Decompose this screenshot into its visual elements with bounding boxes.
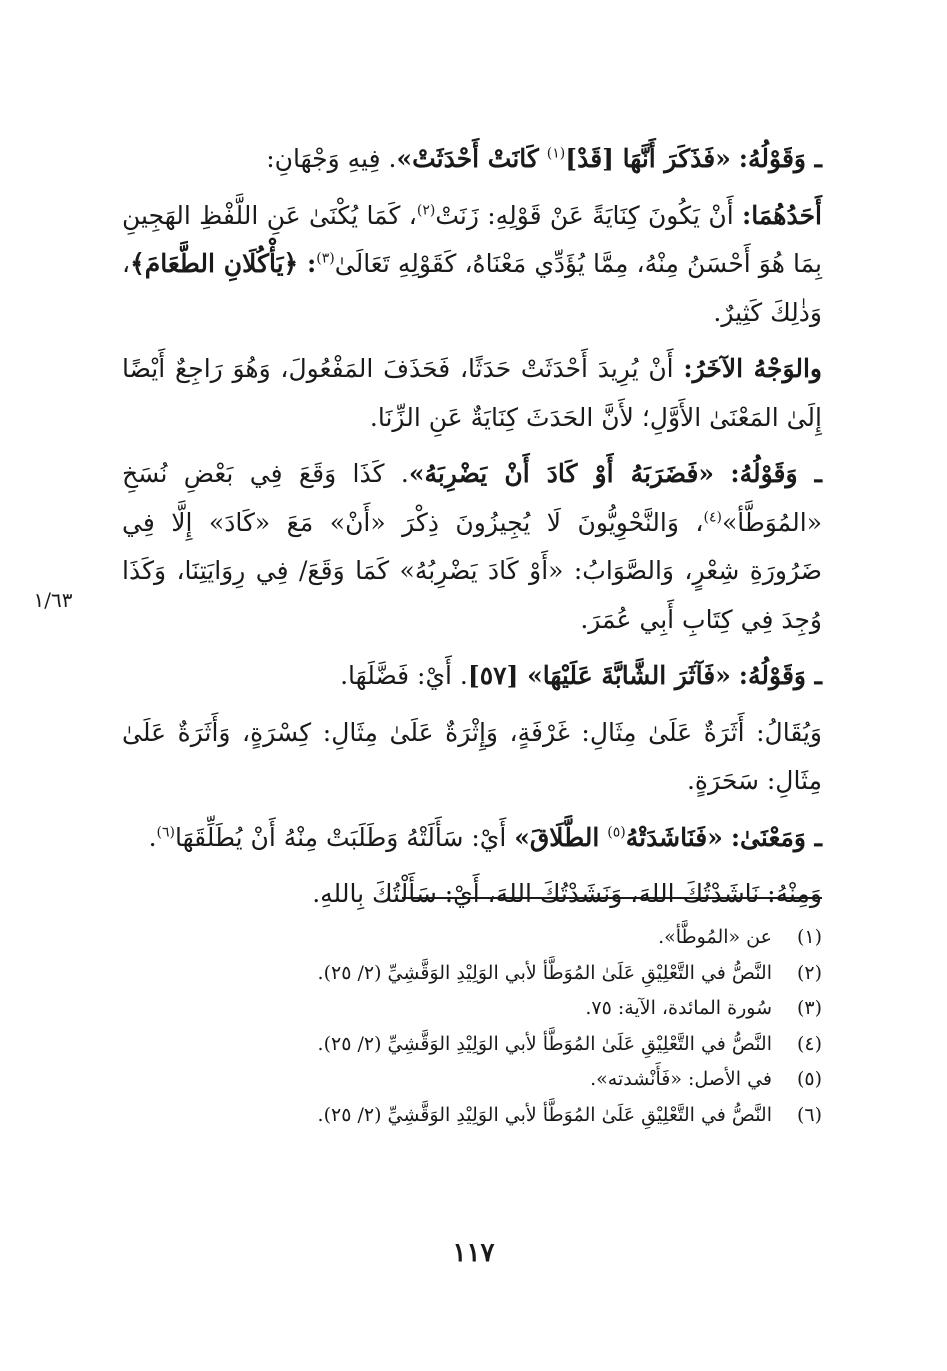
footnote-number: (٤)	[796, 1032, 822, 1055]
paragraph-8	[122, 870, 822, 919]
paragraph-lead: ـ وَقَوْلُهُ:	[738, 661, 822, 690]
main-text	[122, 135, 822, 919]
footnote-number: (١)	[796, 926, 822, 948]
paragraph-text: أَنْ يُرِيدَ أَحْدَثَتْ حَدَثًا، فَحَذَفَ المَفْعُولَ، وَهُوَ رَاجِعٌ أَيْضًا إِلَىٰ المَعْنَىٰ الأَوَّلِ؛ لأَنَّ الحَدَثَ كِنَايَةٌ عَنِ الزِّنَا.	[122, 354, 822, 432]
paragraph-7	[122, 814, 822, 863]
footnote-marker: (٤)	[703, 509, 722, 526]
quoted-hadith-continued: كَانَتْ أَحْدَثَتْ»	[396, 144, 539, 173]
quoted-hadith: «فَنَاشَدَتْهُ	[625, 822, 723, 852]
footnotes	[122, 920, 822, 1133]
footnote-number: (٣)	[796, 997, 822, 1019]
paragraph-4	[122, 450, 822, 644]
footnote-text: النَّصُّ في التَّعْلِيْقِ عَلَىٰ المُوَطَّأ لأبي الوَلِيْدِ الوَقَّشِيِّ (٢/ ٢٥).	[317, 1032, 772, 1055]
footnote-item	[122, 1027, 822, 1063]
footnote-item	[122, 1098, 822, 1134]
footnote-item	[122, 991, 822, 1027]
footnote-item	[122, 1062, 822, 1098]
quoted-hadith: «فَضَرَبَهُ أَوْ كَادَ أَنْ يَضْرِبَهُ»	[408, 459, 715, 488]
paragraph-text-continued: ، كَمَا يُكْنَىٰ عَنِ اللَّفْظِ الهَجِينِ بِمَا هُوَ أَحْسَنُ مِنْهُ، مِمَّا يُؤَدِّي مَعْنَاهُ، كَقَوْلِهِ تَعَالَىٰ	[122, 200, 823, 278]
quoted-hadith: «فَذَكَرَ أَنَّهَا [قَدْ]	[565, 144, 731, 173]
footnote-marker: (٦)	[156, 824, 175, 841]
footnote-text: النَّصُّ في التَّعْلِيْقِ عَلَىٰ المُوَطَّأ لأبي الوَلِيْدِ الوَقَّشِيِّ (٢/ ٢٥).	[317, 961, 772, 984]
footnote-number: (٢)	[796, 961, 822, 984]
paragraph-text-end: .	[148, 822, 157, 852]
paragraph-3	[122, 345, 822, 442]
footnote-marker: (٥)	[607, 824, 626, 841]
paragraph-6	[122, 709, 822, 806]
footnote-number: (٥)	[796, 1068, 822, 1090]
footnote-marker: (٣)	[316, 250, 335, 267]
paragraph-text: . أَيْ: فَضَّلَهَا.	[340, 661, 468, 690]
paragraph-2	[122, 192, 822, 338]
paragraph-5	[122, 652, 822, 701]
paragraph-text: . كَذَا وَقَعَ فِي بَعْضِ نُسَخِ «المُوَطَّأ»	[122, 459, 822, 537]
quoted-hadith-continued: الطَّلَاقَ»	[514, 822, 600, 852]
manuscript-folio-reference: ١/٦٣	[33, 588, 73, 612]
paragraph-lead: ـ وَمَعْنَىٰ:	[730, 822, 822, 852]
footnote-marker: (١)	[546, 145, 566, 162]
footnote-text: في الأصل: «فَأَنْشدته».	[590, 1068, 772, 1090]
paragraph-text-end: ، وَذٰلِكَ كَثِيرٌ.	[122, 249, 822, 327]
paragraph-text: وَيُقَالُ: أَثَرَةٌ عَلَىٰ مِثَالِ: غَرْفَةٍ، وَإِثْرَةٌ عَلَىٰ مِثَالِ: كِسْرَةٍ، وَأَثَرَةٌ عَلَىٰ مِثَالِ: سَحَرَةٍ.	[122, 717, 822, 795]
paragraph-lead: ـ وَقَوْلُهُ:	[738, 144, 822, 173]
footnote-item	[122, 956, 822, 992]
footnote-text: عن «المُوطَّأ».	[658, 926, 772, 948]
footnote-divider	[402, 897, 822, 899]
quran-quote: : ﴿يَأْكُلَانِ الطَّعَامَ﴾	[130, 249, 317, 278]
footnote-number: (٦)	[796, 1103, 822, 1126]
footnote-text: سُورة المائدة، الآية: ٧٥.	[585, 997, 772, 1019]
paragraph-text: أَيْ: سَأَلَتْهُ وَطَلَبَتْ مِنْهُ أَنْ يُطَلِّقَهَا	[175, 822, 507, 852]
footnote-marker: (٢)	[416, 202, 436, 219]
paragraph-1	[122, 135, 822, 184]
paragraph-lead: والوَجْهُ الآخَرُ:	[683, 354, 822, 383]
paragraph-text-continued: ، وَالنَّحْوِيُّونَ لَا يُجِيزُونَ ذِكْرَ «أَنْ» مَعَ «كَادَ» إِلَّا فِي ضَرُورَةِ شِعْرٍ، وَالصَّوَابُ: «أَوْ كَادَ يَضْرِبُهُ» كَمَا وَقَعَ/ فِي رِوَايَتِنَا، وَكَذَا وُجِدَ فِي كِتَابِ أَبِي عُمَرَ.	[122, 507, 822, 634]
paragraph-text: أَنْ يَكُونَ كِنَايَةً عَنْ قَوْلِهِ: زَنَتْ	[435, 200, 734, 230]
paragraph-text: وَمِنْهُ: نَاشَدْتُكَ اللهَ، وَنَشَدْتُكَ اللهَ، أَيْ: سَأَلْتُكَ بِاللهِ.	[312, 879, 822, 908]
page-number: ١١٧	[452, 1238, 495, 1268]
footnote-text: النَّصُّ في التَّعْلِيْقِ عَلَىٰ المُوَطَّأ لأبي الوَلِيْدِ الوَقَّشِيِّ (٢/ ٢٥).	[317, 1103, 772, 1126]
paragraph-lead: ـ وَقَوْلُهُ:	[730, 459, 823, 488]
paragraph-lead: أَحَدُهُمَا:	[741, 200, 822, 230]
footnote-item	[122, 920, 822, 956]
paragraph-text: . فِيهِ وَجْهَانِ:	[266, 144, 397, 173]
quoted-hadith: «فَآثَرَ الشَّابَّةَ عَلَيْهَا» [٥٧]	[467, 661, 731, 690]
